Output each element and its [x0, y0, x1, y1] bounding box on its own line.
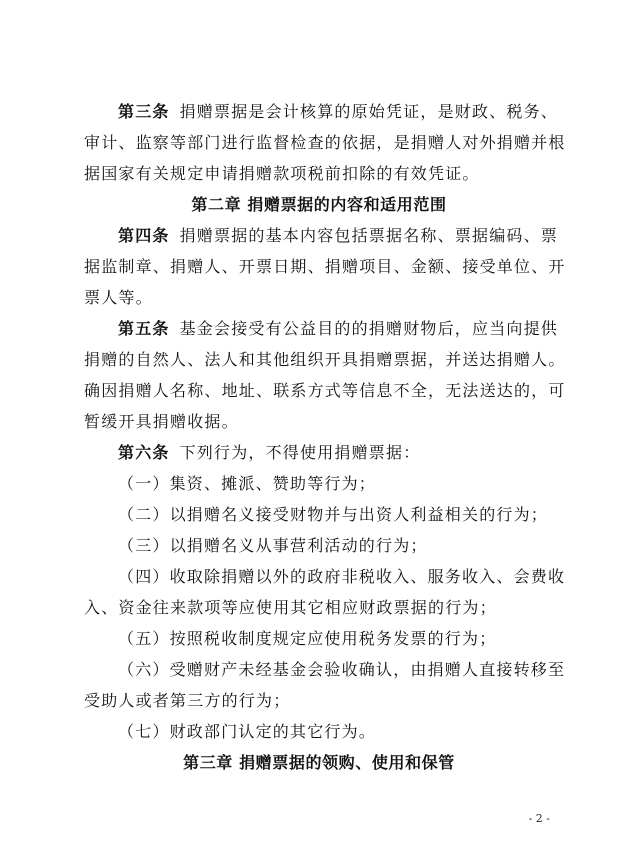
article-3-line-2: 审计、监察等部门进行监督检查的依据，是捐赠人对外捐赠并根	[84, 133, 566, 152]
article-6-item-6-cont: 受助人或者第三方的行为；	[84, 691, 291, 710]
article-6-item-1: （一）集资、摊派、赞助等行为；	[118, 474, 377, 493]
article-5-label: 第五条	[118, 319, 170, 338]
chapter-3-heading: 第三章 捐赠票据的领购、使用和保管	[183, 753, 455, 772]
article-6-intro: 下列行为，不得使用捐赠票据：	[179, 443, 421, 462]
article-5-text-1: 基金会接受有公益目的的捐赠财物后，应当向提供	[179, 319, 559, 338]
article-4-label: 第四条	[118, 226, 170, 245]
article-5-line-4: 暂缓开具捐赠收据。	[84, 412, 239, 431]
article-4-line-3: 票人等。	[84, 288, 153, 307]
article-6-item-5: （五）按照税收制度规定应使用税务发票的行为；	[118, 629, 497, 648]
chapter-2-heading: 第二章 捐赠票据的内容和适用范围	[191, 195, 447, 214]
article-6-line-1	[84, 437, 554, 468]
article-6-item-6: （六）受赠财产未经基金会验收确认，由捐赠人直接转移至	[118, 660, 566, 679]
article-4-line-2: 据监制章、捐赠人、开票日期、捐赠项目、金额、接受单位、开	[84, 257, 566, 276]
article-6-item-2: （二）以捐赠名义接受财物并与出资人利益相关的行为；	[118, 505, 549, 524]
article-5-line-2: 捐赠的自然人、法人和其他组织开具捐赠票据，并送达捐赠人。	[84, 350, 566, 369]
article-4-line-1	[84, 220, 559, 251]
article-3-line-3: 据国家有关规定申请捐赠款项税前扣除的有效凭证。	[84, 164, 480, 183]
page-number: - 2 -	[528, 812, 550, 825]
article-6-item-7: （七）财政部门认定的其它行为。	[118, 722, 377, 741]
article-6-item-3: （三）以捐赠名义从事营利活动的行为；	[118, 536, 428, 555]
article-6-item-4-cont: 入、资金往来款项等应使用其它相应财政票据的行为；	[84, 598, 497, 617]
article-3-label: 第三条	[118, 102, 170, 121]
document-body	[84, 96, 566, 778]
article-5-line-1	[84, 313, 559, 344]
article-4-text-1: 捐赠票据的基本内容包括票据名称、票据编码、票	[179, 226, 559, 245]
article-5-line-3: 确因捐赠人名称、地址、联系方式等信息不全，无法送达的，可	[84, 381, 566, 400]
article-6-label: 第六条	[118, 443, 170, 462]
article-3-text-1: 捐赠票据是会计核算的原始凭证，是财政、税务、	[179, 102, 559, 121]
article-3-line-1	[84, 96, 559, 127]
article-6-item-4: （四）收取除捐赠以外的政府非税收入、服务收入、会费收	[118, 567, 566, 586]
